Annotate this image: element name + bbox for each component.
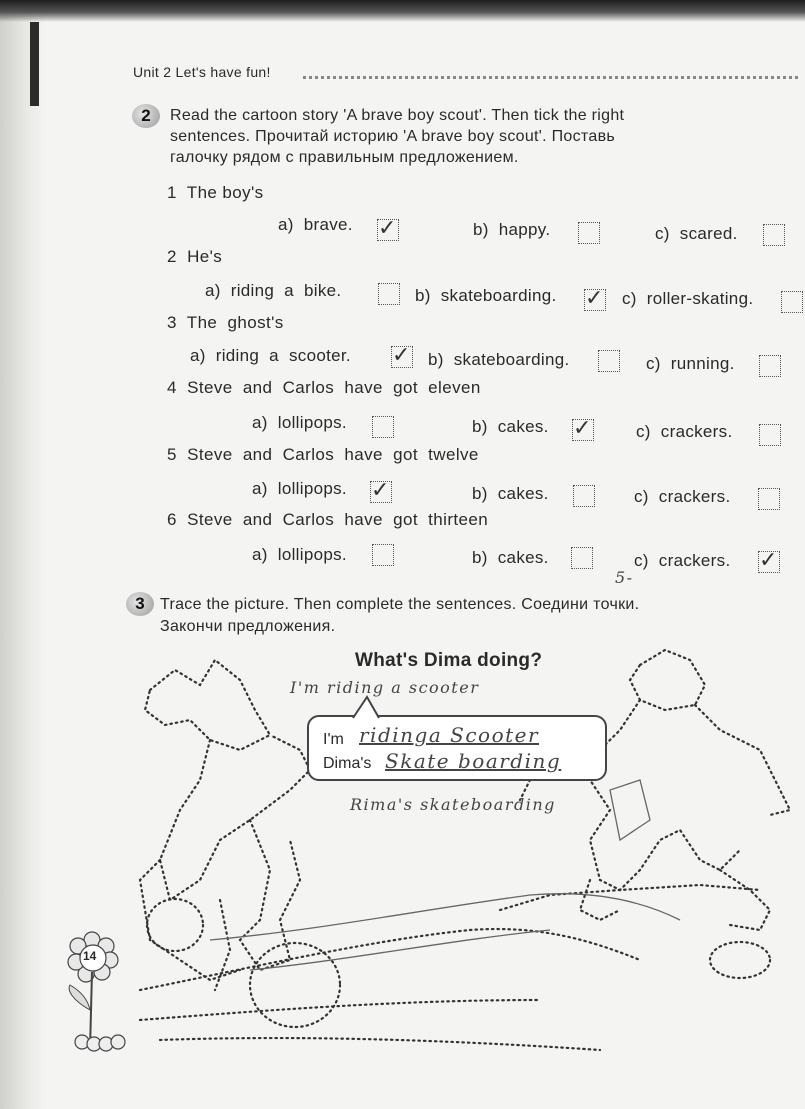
dot-to-dot-picture — [120, 640, 800, 1080]
exercise-3-badge: 3 — [126, 592, 154, 616]
exercise-2-instruction-line1: Read the cartoon story 'A brave boy scout'. Then tick the right — [170, 107, 625, 124]
spine-bar — [30, 22, 39, 106]
question-1-option-c: c) scared. — [655, 224, 738, 243]
handwritten-note-1: I'm riding a scooter — [290, 678, 480, 697]
question-2-option-c: c) roller-skating. — [622, 289, 754, 308]
question-6-option-c: c) crackers. — [634, 551, 731, 570]
bubble-line1-prefix: I'm — [323, 731, 344, 748]
question-3-option-a: a) riding a scooter. — [190, 346, 351, 365]
bubble-line2-answer[interactable]: Skate boarding — [385, 749, 562, 773]
question-2-option-a: a) riding a bike. — [205, 281, 342, 300]
exercise-2-badge: 2 — [132, 104, 160, 128]
question-3-stem: 3 The ghost's — [167, 313, 284, 332]
question-2-option-b: b) skateboarding. — [415, 286, 557, 305]
question-4-stem: 4 Steve and Carlos have got eleven — [167, 378, 481, 397]
tick-mark-icon: ✓ — [371, 478, 390, 503]
bubble-tail — [349, 695, 389, 719]
question-6-option-a: a) lollipops. — [252, 545, 347, 564]
question-5-checkbox-c[interactable] — [758, 488, 780, 510]
handwritten-note-2: Rima's skateboarding — [350, 795, 556, 814]
question-4-option-b: b) cakes. — [472, 417, 549, 436]
question-6-checkbox-b[interactable] — [571, 547, 593, 569]
exercise-2-instruction-line3: галочку рядом с правильным предложением. — [170, 149, 519, 166]
tick-mark-icon: ✓ — [759, 548, 778, 573]
book-spine-shadow — [0, 0, 46, 1109]
question-5-checkbox-b[interactable] — [573, 485, 595, 507]
unit-header: Unit 2 Let's have fun! — [133, 64, 271, 80]
bubble-line2-prefix: Dima's — [323, 755, 372, 772]
question-5-stem: 5 Steve and Carlos have got twelve — [167, 445, 479, 464]
exercise-3-instruction-line2: Закончи предложения. — [160, 618, 336, 635]
tick-mark-icon: ✓ — [585, 286, 604, 311]
question-3-checkbox-c[interactable] — [759, 355, 781, 377]
tick-mark-icon: ✓ — [378, 216, 397, 241]
question-4-option-a: a) lollipops. — [252, 413, 347, 432]
bubble-line1-answer[interactable]: ridinga Scooter — [359, 723, 540, 747]
question-1-option-a: a) brave. — [278, 215, 353, 234]
question-2-checkbox-c[interactable] — [781, 291, 803, 313]
exercise-2-instruction-line2: sentences. Прочитай историю 'A brave boy scout'. Поставь — [170, 128, 616, 145]
exercise-3-title: What's Dima doing? — [355, 650, 543, 671]
speech-bubble — [307, 715, 607, 781]
question-1-option-b: b) happy. — [473, 220, 551, 239]
question-3-checkbox-b[interactable] — [598, 350, 620, 372]
question-6-stem: 6 Steve and Carlos have got thirteen — [167, 510, 489, 529]
tick-mark-icon: ✓ — [573, 416, 592, 441]
question-5-option-b: b) cakes. — [472, 484, 549, 503]
question-1-checkbox-c[interactable] — [763, 224, 785, 246]
tick-mark-icon: ✓ — [392, 343, 411, 368]
question-5-option-c: c) crackers. — [634, 487, 731, 506]
question-2-stem: 2 He's — [167, 247, 223, 266]
question-6-checkbox-a[interactable] — [372, 544, 394, 566]
teacher-grade-mark: 5- — [615, 568, 634, 587]
scan-top-shadow — [0, 0, 805, 22]
question-5-option-a: a) lollipops. — [252, 479, 347, 498]
page-number-flower — [62, 930, 132, 1060]
question-4-option-c: c) crackers. — [636, 422, 733, 441]
question-1-stem: 1 The boy's — [167, 183, 264, 202]
question-3-option-b: b) skateboarding. — [428, 350, 570, 369]
question-2-checkbox-a[interactable] — [378, 283, 400, 305]
question-6-option-b: b) cakes. — [472, 548, 549, 567]
question-4-checkbox-c[interactable] — [759, 424, 781, 446]
question-4-checkbox-a[interactable] — [372, 416, 394, 438]
exercise-3-instruction-line1: Trace the picture. Then complete the sentences. Соедини точки. — [160, 596, 640, 613]
header-dotted-rule — [303, 76, 798, 79]
question-3-option-c: c) running. — [646, 354, 735, 373]
page-number: 14 — [83, 949, 97, 963]
question-1-checkbox-b[interactable] — [578, 222, 600, 244]
